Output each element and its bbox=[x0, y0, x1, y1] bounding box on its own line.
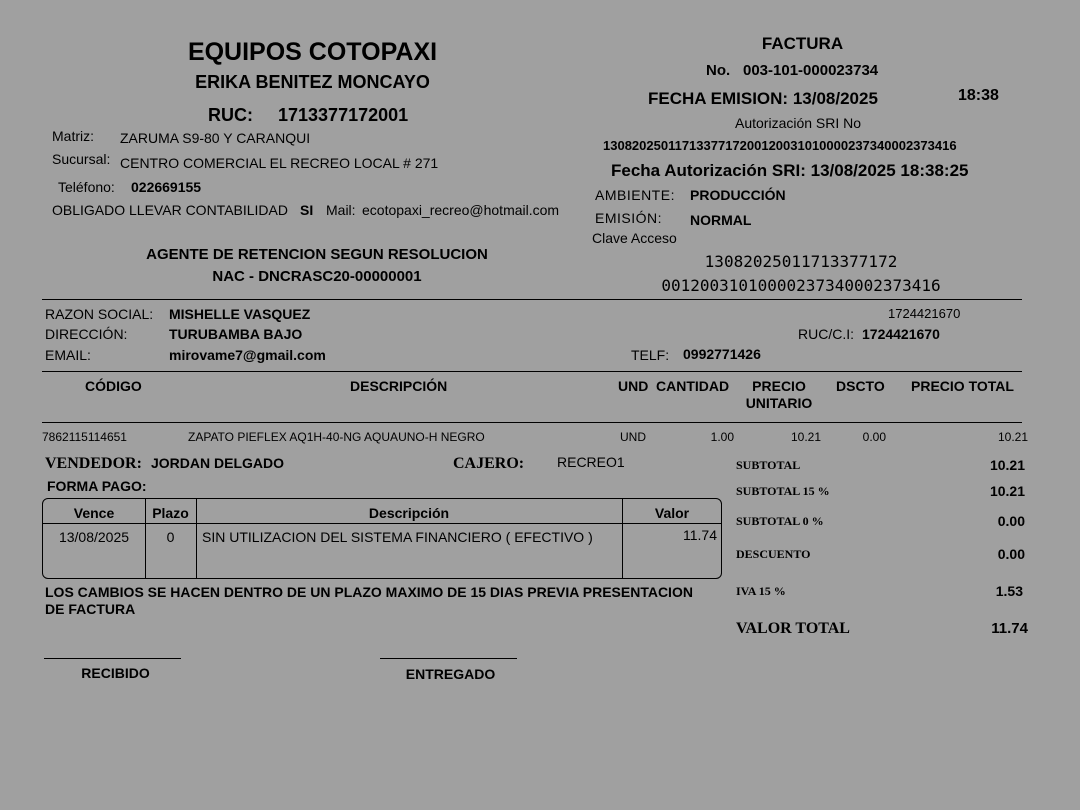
owner-name: ERIKA BENITEZ MONCAYO bbox=[195, 72, 430, 92]
invoice-number-label: No. bbox=[706, 62, 731, 79]
iva-value: 1.53 bbox=[995, 583, 1023, 599]
col-und: UND bbox=[618, 378, 649, 394]
payment-descripcion: SIN UTILIZACION DEL SISTEMA FINANCIERO ( EFECTIVO ) bbox=[202, 529, 593, 545]
vendedor-label: VENDEDOR: bbox=[45, 455, 142, 472]
hora-emision: 18:38 bbox=[958, 87, 999, 104]
invoice-number: 003-101-000023734 bbox=[743, 62, 879, 79]
clave-line2: 00120031010000237340002373416 bbox=[661, 276, 941, 295]
divider-header bbox=[42, 299, 1022, 300]
col-descripcion: DESCRIPCIÓN bbox=[350, 378, 448, 394]
client-email: mirovame7@gmail.com bbox=[169, 347, 326, 363]
payment-vence: 13/08/2025 bbox=[58, 529, 130, 545]
payment-col-valor: Valor bbox=[654, 505, 690, 521]
col-cantidad: CANTIDAD bbox=[656, 378, 730, 394]
telefono-label: Teléfono: bbox=[58, 179, 115, 195]
col-dscto: DSCTO bbox=[836, 378, 885, 394]
issuer-mail: ecotopaxi_recreo@hotmail.com bbox=[362, 202, 560, 218]
sucursal-label: Sucursal: bbox=[52, 151, 111, 167]
col-precio-unitario-2: UNITARIO bbox=[745, 395, 813, 411]
col-precio-total: PRECIO TOTAL bbox=[911, 378, 1014, 394]
matriz-address: ZARUMA S9-80 Y CARANQUI bbox=[120, 130, 311, 146]
matriz-label: Matriz: bbox=[52, 128, 94, 144]
row-precio-total: 10.21 bbox=[997, 430, 1028, 444]
payment-col-plazo: Plazo bbox=[152, 505, 189, 521]
valor-total-value: 11.74 bbox=[991, 620, 1028, 637]
forma-pago-label: FORMA PAGO: bbox=[47, 478, 147, 494]
fecha-autorizacion: Fecha Autorización SRI: 13/08/2025 18:38:25 bbox=[611, 161, 969, 180]
invoice-title: FACTURA bbox=[761, 34, 844, 53]
client-ruc-label: RUC/C.I: bbox=[798, 326, 854, 342]
payment-valor: 11.74 bbox=[683, 527, 717, 543]
subtotal-value: 10.21 bbox=[989, 457, 1025, 473]
emision-value: NORMAL bbox=[690, 212, 752, 228]
client-razon: MISHELLE VASQUEZ bbox=[169, 306, 311, 322]
issuer-ruc: 1713377172001 bbox=[278, 105, 409, 125]
client-direccion: TURUBAMBA BAJO bbox=[169, 326, 303, 342]
subtotal15-label: SUBTOTAL 15 % bbox=[736, 484, 830, 498]
row-cantidad: 1.00 bbox=[710, 430, 734, 444]
client-id-top: 1724421670 bbox=[888, 306, 961, 321]
subtotal15-value: 10.21 bbox=[989, 483, 1025, 499]
row-descripcion: ZAPATO PIEFLEX AQ1H-40-NG AQUAUNO-H NEGRO bbox=[188, 430, 485, 444]
payment-header-divider bbox=[43, 523, 721, 524]
clave-label: Clave Acceso bbox=[592, 230, 677, 246]
autorizacion-number: 1308202501171337717200120031010000237340002373416 bbox=[603, 138, 957, 153]
payment-plazo: 0 bbox=[166, 529, 175, 545]
col-precio-unitario-1: PRECIO bbox=[752, 378, 806, 394]
telf-label: TELF: bbox=[631, 347, 670, 363]
descuento-value: 0.00 bbox=[997, 546, 1025, 562]
col-codigo: CÓDIGO bbox=[85, 378, 142, 394]
divider-table-top bbox=[42, 371, 1022, 372]
razon-label: RAZON SOCIAL: bbox=[45, 306, 154, 322]
note-line2: DE FACTURA bbox=[45, 601, 136, 617]
email-label: EMAIL: bbox=[45, 347, 91, 363]
entregado-label: ENTREGADO bbox=[405, 666, 496, 682]
agente-line1: AGENTE DE RETENCION SEGUN RESOLUCION bbox=[146, 246, 488, 263]
payment-col-descripcion: Descripción bbox=[368, 505, 450, 521]
row-precio-unitario: 10.21 bbox=[790, 430, 821, 444]
subtotal0-value: 0.00 bbox=[997, 513, 1025, 529]
payment-table bbox=[42, 498, 722, 579]
direccion-label: DIRECCIÓN: bbox=[45, 326, 128, 342]
row-und: UND bbox=[620, 430, 646, 444]
ambiente-label: AMBIENTE: bbox=[595, 187, 675, 203]
ruc-label: RUC: bbox=[208, 105, 253, 125]
vendedor-name: JORDAN DELGADO bbox=[151, 455, 285, 471]
emision-label: EMISIÓN: bbox=[595, 210, 663, 226]
company-name: EQUIPOS COTOPAXI bbox=[187, 38, 438, 66]
mail-label: Mail: bbox=[326, 202, 356, 218]
signature-line-recibido bbox=[44, 658, 181, 659]
subtotal0-label: SUBTOTAL 0 % bbox=[736, 514, 824, 528]
fecha-emision: FECHA EMISION: 13/08/2025 bbox=[648, 89, 878, 108]
agente-line2: NAC - DNCRASC20-00000001 bbox=[212, 268, 422, 285]
cajero-name: RECREO1 bbox=[557, 454, 625, 470]
divider-table-header bbox=[42, 422, 1022, 423]
subtotal-label: SUBTOTAL bbox=[736, 458, 801, 472]
note-line1: LOS CAMBIOS SE HACEN DENTRO DE UN PLAZO MAXIMO DE 15 DIAS PREVIA PRESENTACION bbox=[45, 584, 693, 600]
recibido-label: RECIBIDO bbox=[81, 665, 150, 681]
contabilidad-label: OBLIGADO LLEVAR CONTABILIDAD bbox=[52, 202, 288, 218]
client-telf: 0992771426 bbox=[683, 346, 761, 362]
client-ruc: 1724421670 bbox=[862, 326, 940, 342]
sucursal-address: CENTRO COMERCIAL EL RECREO LOCAL # 271 bbox=[120, 155, 439, 171]
ambiente-value: PRODUCCIÓN bbox=[690, 187, 786, 203]
autorizacion-label: Autorización SRI No bbox=[735, 115, 862, 131]
clave-line1: 13082025011713377172 bbox=[704, 252, 898, 271]
row-dscto: 0.00 bbox=[862, 430, 886, 444]
row-codigo: 7862115114651 bbox=[42, 430, 127, 444]
signature-line-entregado bbox=[380, 658, 517, 659]
issuer-telefono: 022669155 bbox=[131, 179, 202, 195]
valor-total-label: VALOR TOTAL bbox=[736, 620, 850, 637]
payment-col-vence: Vence bbox=[73, 505, 115, 521]
contabilidad-value: SI bbox=[300, 202, 314, 218]
descuento-label: DESCUENTO bbox=[736, 547, 811, 561]
cajero-label: CAJERO: bbox=[453, 455, 525, 472]
iva-label: IVA 15 % bbox=[736, 584, 786, 598]
